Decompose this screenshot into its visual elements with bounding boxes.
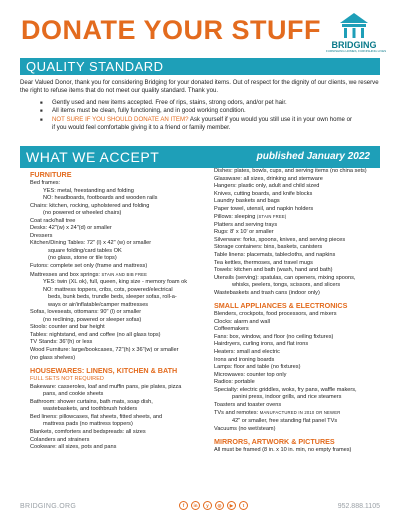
instagram-icon[interactable]: ◎	[215, 501, 224, 510]
list-item: Chairs: kitchen, rocking, upholstered and folding	[30, 202, 150, 209]
list-item: square folding/card tables OK	[48, 247, 122, 254]
list-item: mattress pads (no mattress toppers)	[43, 421, 133, 428]
section-heading-housewares: HOUSEWARES: LINENS, KITCHEN & BATH	[30, 366, 178, 376]
list-item: Radios: portable	[214, 379, 255, 386]
list-item: panini press, indoor grills, and rice steamers	[232, 394, 342, 401]
list-item: Blankets, comforters and bedspreads: all sizes	[30, 429, 146, 435]
list-item: Futons: complete set only (frame and mattress)	[30, 263, 148, 270]
list-item: Hangers: plastic only, adult and child sized	[214, 183, 320, 190]
list-item: Knives, cutting boards, and knife blocks	[214, 190, 313, 197]
list-item: (no glass, stone or tile tops)	[48, 255, 117, 262]
quality-band	[20, 58, 380, 75]
list-item: TV Stands: 36"(h) or less	[30, 339, 93, 346]
page-header	[0, 0, 400, 56]
page-title: DONATE YOUR STUFF	[21, 15, 322, 45]
unsure-text-cont: if you would feel comfortable giving it to a friend or family member.	[52, 124, 231, 132]
list-item: Lamps: floor and table (no fixtures)	[214, 364, 301, 371]
list-item: beds, bunk beds, trundle beds, sleeper sofas, roll-a-	[48, 294, 177, 301]
right-column	[214, 168, 386, 455]
left-column	[30, 168, 200, 452]
quality-bullets	[40, 99, 380, 133]
list-item: Bakeware: casseroles, loaf and muffin pans, pie plates, pizza	[30, 383, 182, 390]
list-item: whisks, peelers, tongs, scissors, and slicers	[232, 282, 341, 289]
logo-tagline: FURNISHING HOMES, FURNISHING LIVES	[326, 49, 387, 53]
list-item: Utensils (serving): spatulas, can openers, mixing spoons,	[214, 274, 356, 281]
list-item: Platters and serving trays	[214, 221, 278, 228]
facebook-icon[interactable]: f	[179, 501, 188, 510]
list-item: Dishes: plates, bowls, cups, and serving items (no china sets)	[214, 168, 367, 174]
bullet-item: ■ All items must be clean, fully functioning, and in good working condition.	[40, 107, 380, 115]
list-item: wastebaskets, and toothbrush holders	[43, 406, 138, 413]
phone-number: 952.888.1105	[337, 503, 380, 510]
unsure-warning: NOT SURE IF YOU SHOULD DONATE AN ITEM?	[52, 115, 189, 123]
list-item: Desks: 42"(w) x 24"(d) or smaller	[30, 225, 112, 232]
list-item: Rugs: 8' x 10' or smaller	[214, 229, 274, 236]
list-item: Bed linens: pillowcases, flat sheets, fitted sheets, and	[30, 413, 163, 420]
twitter-icon[interactable]: t	[239, 501, 248, 510]
list-item: Tea kettles, thermoses, and travel mugs	[214, 259, 313, 266]
unsure-text: Ask yourself if you would you still use it in your own home or	[188, 115, 353, 123]
social-icons	[179, 501, 248, 510]
list-item: Bed frames:	[30, 180, 61, 186]
list-item: Stools: counter and bar height	[30, 324, 105, 331]
list-item: 42" or smaller, free standing flat panel TVs	[232, 417, 338, 424]
list-item: Specialty: electric griddles, woks, fry pans, waffle makers,	[214, 386, 357, 393]
list-item: Colanders and strainers	[30, 436, 90, 443]
list-item: Tables: nightstand, end and coffee (no all glass tops)	[30, 331, 161, 338]
section-heading-mirrors: MIRRORS, ARTWORK & PICTURES	[214, 437, 335, 447]
youtube-icon[interactable]: ▶	[227, 501, 236, 510]
linkedin-icon[interactable]: in	[191, 501, 200, 510]
list-item: Table linens: placemats, tablecloths, and napkins	[214, 252, 336, 259]
list-item: Mattresses and box springs: STAIN AND BIB FREE	[30, 271, 148, 278]
accept-heading: WHAT WE ACCEPT	[26, 149, 160, 165]
accept-band	[20, 146, 380, 168]
list-item: Heaters: small and electric	[214, 349, 280, 356]
list-item: Laundry baskets and bags	[214, 198, 280, 205]
page-footer	[20, 503, 380, 515]
list-item: Bathroom: shower curtains, bath mats, soap dish,	[30, 398, 153, 405]
list-item: Wood Furniture: large/bookcases, 72"(h) x 36"(w) or smaller	[30, 347, 179, 354]
list-item: Dressers	[30, 232, 53, 239]
quality-heading: QUALITY STANDARD	[26, 59, 164, 74]
list-item: Toasters and toaster ovens	[214, 401, 282, 408]
logo-wordmark: BRIDGING	[331, 40, 377, 50]
section-heading-appliances: SMALL APPLIANCES & ELECTRONICS	[214, 301, 348, 311]
list-item: Towels: kitchen and bath (wash, hand and bath)	[214, 267, 333, 274]
list-item: Silverware: forks, spoons, knives, and serving pieces	[214, 236, 346, 243]
list-item: Clocks: alarm and wall	[214, 318, 270, 325]
list-item: Microwaves: counter top only	[214, 371, 287, 378]
list-item: ways or air/inflatable/camper mattresses	[48, 301, 149, 308]
list-item: Fans: box, window, and floor (no ceiling fixtures)	[214, 333, 334, 340]
list-item: All must be framed (8 in. x 10 in. min, no empty frames)	[214, 447, 352, 454]
intro-paragraph: Dear Valued Donor, thank you for considering Bridging for your donated items. Out of respect for the dignity of our clients, we reserve the right to refuse items that do not meet our quality standard. Thank you.	[20, 79, 379, 95]
list-item: Glassware: all sizes, drinking and stemware	[214, 175, 323, 182]
list-item: (no powered or wheeled chairs)	[43, 210, 122, 217]
list-item: (no reclining, powered or sleeper sofas)	[43, 316, 142, 323]
list-item: TVs and remotes: MANUFACTURED IN 2010 OR NEWER	[214, 410, 341, 417]
list-item: Sofas, loveseats, ottomans: 90" (l) or smaller	[30, 309, 142, 316]
list-item: Paper towel, utensil, and napkin holders	[214, 205, 314, 212]
list-item: pans, and cookie sheets	[43, 391, 104, 398]
list-item: Blenders, crockpots, food processors, and mixers	[214, 311, 337, 318]
list-item: NO: headboards, footboards and wooden rails	[43, 195, 158, 202]
list-item: Kitchen/Dining Tables: 72" (l) x 42" (w) or smaller	[30, 240, 152, 247]
list-item: NO: mattress toppers, cribs, cots, powered/electrical	[43, 286, 173, 293]
list-item: Wastebaskets and trash cans (indoor only)	[214, 289, 320, 296]
list-item: Pillows: sleeping (STAIN FREE)	[214, 214, 287, 221]
list-item: Storage containers: bins, baskets, canisters	[214, 244, 323, 251]
yelp-icon[interactable]: y	[203, 501, 212, 510]
list-item: Vacuums (no wet/steam)	[214, 425, 276, 432]
website-link[interactable]: BRIDGING.ORG	[20, 503, 77, 510]
bullet-item-unsure	[40, 116, 380, 133]
list-item: Hairdryers, curling irons, and flat irons	[214, 341, 309, 348]
section-subheading-sets: FULL SETS NOT REQUIRED	[30, 376, 104, 383]
section-heading-furniture: FURNITURE	[30, 170, 72, 179]
list-item: Cookware: all sizes, pots and pans	[30, 444, 117, 451]
list-item: YES: twin (XL ok), full, queen, king size - memory foam ok	[43, 279, 188, 286]
bridging-logo	[328, 11, 380, 53]
published-date: published January 2022	[256, 151, 370, 162]
bullet-item: ■ Gently used and new items accepted. Free of rips, stains, strong odors, and/or pet hair.	[40, 99, 380, 107]
list-item: Coat rack/hall tree	[30, 217, 76, 224]
list-item: Irons and ironing boards	[214, 356, 275, 363]
list-item: Coffeemakers	[214, 326, 249, 333]
list-item: YES: metal, freestanding and folding	[43, 187, 134, 194]
list-item: (no glass shelves)	[30, 354, 76, 361]
